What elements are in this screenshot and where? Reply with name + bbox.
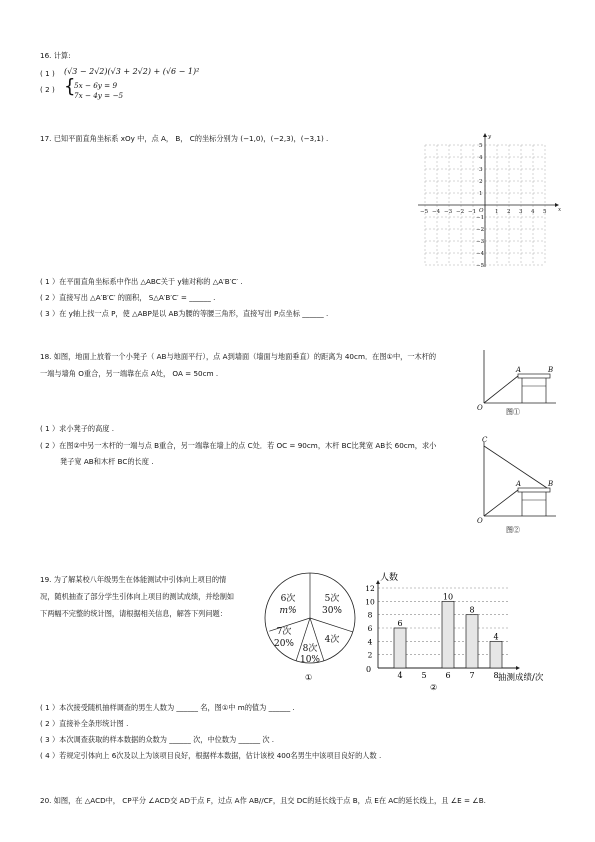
pie-label: 4次 xyxy=(324,635,340,645)
x-tick-label: 6 xyxy=(445,671,451,680)
q19-part2: ( 2 ）直接补全条形统计图 . xyxy=(40,719,129,728)
x-tick: 4 xyxy=(531,209,535,215)
x-tick-label: 7 xyxy=(469,671,475,680)
pie-label: 5次 xyxy=(324,594,340,604)
pie-label: 6次 xyxy=(280,594,296,604)
pie-chart xyxy=(260,568,360,688)
bar xyxy=(442,601,454,668)
bar-origin: 0 xyxy=(366,665,372,674)
x-tick: −3 xyxy=(444,209,453,215)
y-tick-label: 2 xyxy=(367,650,373,660)
y-tick: −2 xyxy=(476,227,485,233)
y-tick: −1 xyxy=(476,215,485,221)
svg-text:A: A xyxy=(516,480,522,488)
figure-1-stool xyxy=(476,348,556,418)
y-tick: 5 xyxy=(479,143,483,149)
pie-label: 20% xyxy=(273,639,295,649)
x-tick: −5 xyxy=(420,209,429,215)
svg-text:O: O xyxy=(477,517,483,525)
bar-value-label: 4 xyxy=(493,632,499,642)
q18-part2-line2: 凳子宽 AB和木杆 BC的长度 . xyxy=(60,457,154,466)
figure-1-caption: 图① xyxy=(506,408,520,416)
origin-label: O xyxy=(479,208,484,214)
q19-stem-line2: 况，随机抽查了部分学生引体向上项目的测试成绩，并绘制如 xyxy=(40,592,235,601)
svg-text:B: B xyxy=(548,480,554,488)
x-tick-label: 4 xyxy=(397,671,403,680)
q19-stem-line3: 下两幅不完整的统计图，请根据相关信息，解答下列问题： xyxy=(40,609,227,618)
x-tick: −2 xyxy=(456,209,465,215)
bar xyxy=(466,615,478,668)
pie-label: 8次 xyxy=(302,644,318,654)
coordinate-grid xyxy=(418,134,568,269)
x-tick: 5 xyxy=(543,209,547,215)
y-tick: 1 xyxy=(479,191,483,197)
q16-part1-expression: (√3 − 2√2)(√3 + 2√2) + (√6 − 1)² xyxy=(64,67,200,76)
svg-text:O: O xyxy=(477,404,483,412)
q17-part3: ( 3 ）在 y轴上找一点 P，使 △ABP是以 AB为腰的等腰三角形，直接写出 P点坐标 ______ . xyxy=(40,309,329,318)
x-tick: 3 xyxy=(519,209,523,215)
pie-label: 7次 xyxy=(276,627,292,637)
svg-text:C: C xyxy=(482,436,488,444)
bar-caption: ② xyxy=(430,683,438,692)
x-axis-label: x xyxy=(558,207,562,213)
q17-stem: 17. 已知平面直角坐标系 xOy 中，点 A， B， C的坐标分别为 (−1,0)，(−2,3)，(−3,1) . xyxy=(40,134,329,143)
x-tick: 1 xyxy=(495,209,499,215)
pie-caption: ① xyxy=(305,673,313,682)
bar-value-label: 6 xyxy=(397,619,403,628)
y-tick: 2 xyxy=(479,179,483,185)
bar xyxy=(394,628,406,668)
q19-stem-line1: 19. 为了解某校八年级男生在体能测试中引体向上项目的情 xyxy=(40,575,227,584)
x-tick: −4 xyxy=(432,209,441,215)
y-tick-label: 10 xyxy=(365,597,375,607)
pie-label: 30% xyxy=(321,606,343,616)
y-tick: −3 xyxy=(476,239,485,245)
q19-part3: ( 3 ）本次调查获取的样本数据的众数为 ______ 次，中位数为 ______ 次 . xyxy=(40,735,275,744)
y-tick-label: 4 xyxy=(367,637,373,647)
bar xyxy=(490,641,502,668)
y-tick: 4 xyxy=(479,155,483,161)
pie-label: m% xyxy=(279,606,297,616)
pie-label: 10% xyxy=(299,655,321,665)
q20-stem: 20. 如图，在 △ACD中， CP平分 ∠ACD交 AD于点 F，过点 A作 AB//CF，且交 DC的延长线于点 B，点 E在 AC的延长线上，且 ∠E = ∠B. xyxy=(40,796,486,805)
q16-part2-label: ( 2 ) xyxy=(40,85,55,94)
y-tick-label: 6 xyxy=(367,624,373,633)
y-tick-label: 8 xyxy=(367,610,373,620)
x-tick: 2 xyxy=(507,209,511,215)
q18-part1: ( 1 ）求小凳子的高度 . xyxy=(40,424,115,433)
q19-part1: ( 1 ）本次接受随机抽样调查的男生人数为 ______ 名，图①中 m的值为 ______ . xyxy=(40,703,295,712)
q16-title: 16. 计算: xyxy=(40,51,71,60)
y-tick-label: 12 xyxy=(365,584,375,593)
q16-equation-1: 5x − 6y = 9 xyxy=(74,81,118,90)
q18-stem-line1: 18. 如图，地面上放着一个小凳子（ AB与地面平行），点 A到墙面（墙面与地面垂直）的距离为 40cm．在图①中，一木杆的 xyxy=(40,352,437,361)
svg-text:A: A xyxy=(516,366,522,374)
x-tick-label: 5 xyxy=(421,671,427,680)
bar-xlabel: 抽测成绩/次 xyxy=(498,673,544,683)
bar-ylabel: 人数 xyxy=(380,573,399,583)
q16-part1-label: ( 1 ) xyxy=(40,69,55,78)
y-tick: −5 xyxy=(476,263,485,269)
x-tick: −1 xyxy=(468,209,477,215)
svg-text:B: B xyxy=(548,366,554,374)
q19-part4: ( 4 ）若规定引体向上 6次及以上为该项目良好，根据样本数据，估计该校 400名男生中该项目良好的人数 . xyxy=(40,751,382,760)
q18-stem-line2: 一端与墙角 O重合，另一端靠在点 A处， OA = 50cm . xyxy=(40,369,219,378)
system-brace: { xyxy=(64,75,76,98)
q16-equation-2: 7x − 4y = −5 xyxy=(74,91,124,100)
y-tick: 3 xyxy=(479,167,483,173)
bar-value-label: 10 xyxy=(442,592,454,602)
y-tick: −4 xyxy=(476,251,485,257)
figure-2-caption: 图② xyxy=(506,526,520,534)
q17-part2: ( 2 ）直接写出 △A′B′C′ 的面积， S△A′B′C′ = ______ . xyxy=(40,293,216,302)
x-tick-label: 8 xyxy=(493,671,499,680)
figure-2-stool xyxy=(476,434,556,544)
q17-part1: ( 1 ）在平面直角坐标系中作出 △ABC关于 y轴对称的 △A′B′C′ . xyxy=(40,277,243,286)
q18-part2-line1: ( 2 ）在图②中另一木杆的一端与点 B重合，另一端靠在墙上的点 C处．若 OC = 90cm，木杆 BC比凳宽 AB长 60cm，求小 xyxy=(40,441,437,450)
bar-value-label: 8 xyxy=(469,605,475,615)
y-axis-label: y xyxy=(488,134,492,140)
bar-chart xyxy=(360,568,580,693)
